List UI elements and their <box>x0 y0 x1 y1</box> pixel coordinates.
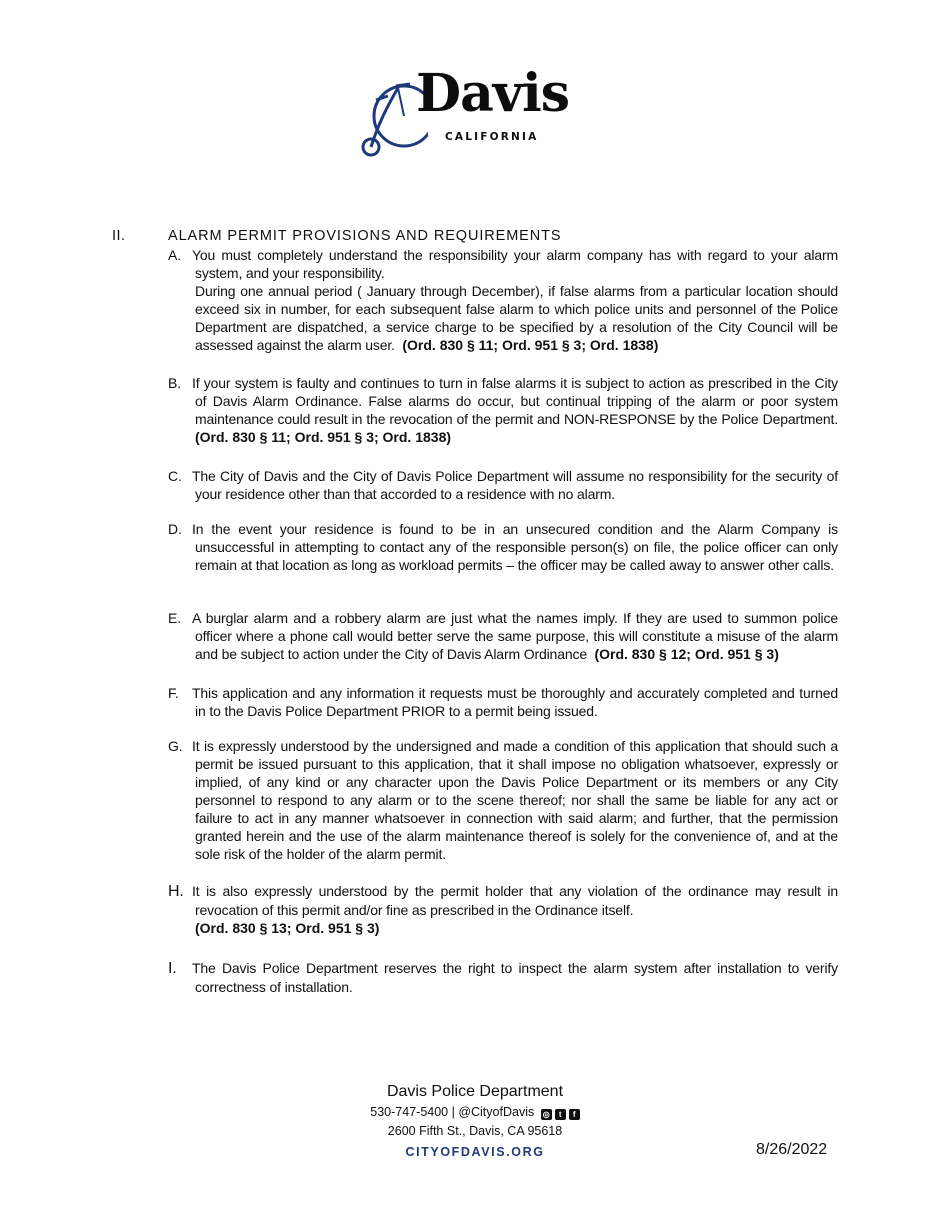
ordinance-ref: (Ord. 830 § 12; Ord. 951 § 3) <box>594 646 779 662</box>
footer-address: 2600 Fifth St., Davis, CA 95618 <box>387 1124 563 1138</box>
provision-a <box>168 246 838 354</box>
provision-i <box>168 959 838 996</box>
provision-b <box>168 374 838 446</box>
ordinance-ref: (Ord. 830 § 11; Ord. 951 § 3; Ord. 1838) <box>195 429 452 445</box>
item-label: C. <box>168 468 182 484</box>
item-label: G. <box>168 738 183 754</box>
item-label: F. <box>168 685 179 701</box>
item-text: It is expressly understood by the undersigned and made a condition of this application that should such a permit be issued pursuant to this application, that it shall impose no obligation whatsoever, expressly or implied, of any kind or any character upon the Davis Police Department or its members or any City personnel to respond to any alarm or to the scene thereof; nor shall the same be liable for any act or failure to act in any manner whatsoever in connection with said alarm; and further, that the permission granted herein and the use of the alarm maintenance thereof is solely for the convenience of, and at the sole risk of the holder of the alarm permit. <box>192 738 838 862</box>
item-label: B. <box>168 375 181 391</box>
item-text-2: During one annual period ( January through December), if false alarms from a particular location should exceed six in number, for each subsequent false alarm to which police units and personnel of the Police Department are dispatched, a service charge to be specified by a resolution of the City Council will be assessed against the alarm user. <box>195 283 838 353</box>
item-text: The Davis Police Department reserves the right to inspect the alarm system after installation to verify correctness of installation. <box>192 960 838 995</box>
provision-h <box>168 882 838 937</box>
section-title: ALARM PERMIT PROVISIONS AND REQUIREMENTS <box>168 228 562 244</box>
item-text: This application and any information it requests must be thoroughly and accurately completed and turned in to the Davis Police Department PRIOR to a permit being issued. <box>192 685 838 719</box>
item-label: I. <box>168 960 177 977</box>
item-text: In the event your residence is found to be in an unsecured condition and the Alarm Company is unsuccessful in attempting to contact any of the responsible person(s) on file, the police officer can only remain at that location as long as workload permits – the officer may be called away to answer other calls. <box>192 521 838 573</box>
provision-e <box>168 609 838 663</box>
provision-g <box>168 737 838 863</box>
provision-c <box>168 467 838 503</box>
city-logo <box>358 63 570 154</box>
item-label: A. <box>168 247 181 263</box>
document-date: 8/26/2022 <box>756 1141 828 1158</box>
item-label: E. <box>168 610 181 626</box>
ordinance-ref: (Ord. 830 § 11; Ord. 951 § 3; Ord. 1838) <box>402 337 659 353</box>
item-label: H. <box>168 883 184 900</box>
item-text: A burglar alarm and a robbery alarm are just what the names imply. If they are used to summon police officer where a phone call would better serve the same purpose, this will constitute a misuse of the alarm and be subject to action under the City of Davis Alarm Ordinance <box>192 610 838 662</box>
footer-website[interactable]: CITYOFDAVIS.ORG <box>405 1145 545 1159</box>
footer-contact <box>300 1105 650 1120</box>
logo-subtitle: CALIFORNIA <box>445 131 539 143</box>
provision-d <box>168 520 838 574</box>
item-text: You must completely understand the responsibility your alarm company has with regard to your alarm system, and your responsibility. <box>192 247 838 281</box>
item-text: It is also expressly understood by the permit holder that any violation of the ordinance may result in revocation of this permit and/or fine as prescribed in the Ordinance itself. <box>192 883 838 918</box>
instagram-icon[interactable]: ◎ <box>541 1109 552 1120</box>
logo-wordmark: Davis <box>416 63 570 124</box>
item-label: D. <box>168 521 182 537</box>
item-text: If your system is faulty and continues to turn in false alarms it is subject to action as prescribed in the City of Davis Alarm Ordinance. False alarms do occur, but continual tripping of the alarm or poor system maintenance could result in the revocation of the permit and NON-RESPONSE by the Police Department. <box>192 375 838 427</box>
item-text: The City of Davis and the City of Davis Police Department will assume no responsibility for the security of your residence other than that accorded to a residence with no alarm. <box>192 468 838 502</box>
ordinance-ref: (Ord. 830 § 13; Ord. 951 § 3) <box>195 920 380 936</box>
section-number: II. <box>112 228 126 244</box>
footer-phone: 530-747-5400 | @CityofDavis <box>370 1105 535 1119</box>
footer-department: Davis Police Department <box>386 1083 564 1100</box>
facebook-icon[interactable]: f <box>569 1109 580 1120</box>
provision-f <box>168 684 838 720</box>
twitter-icon[interactable]: t <box>555 1109 566 1120</box>
